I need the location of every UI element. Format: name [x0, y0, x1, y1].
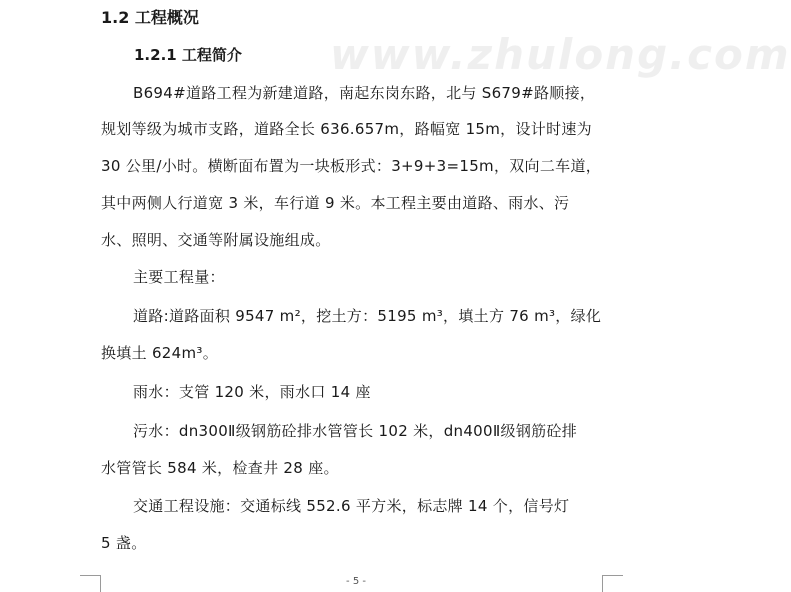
subsection-heading: 1.2.1 工程简介 [134, 46, 242, 64]
body-line: 水、照明、交通等附属设施组成。 [101, 231, 331, 249]
page-corner-mark-right [602, 575, 623, 592]
page-corner-mark-left [80, 575, 101, 592]
body-line: 污水：dn300Ⅱ级钢筋砼排水管管长 102 米，dn400Ⅱ级钢筋砼排 [133, 422, 578, 440]
body-line: 换填土 624m³。 [101, 344, 219, 362]
section-heading: 1.2 工程概况 [101, 8, 199, 27]
page-number: - 5 - [346, 576, 366, 587]
body-line: 道路:道路面积 9547 m²，挖土方：5195 m³，填土方 76 m³，绿化 [133, 307, 602, 325]
body-line: 交通工程设施：交通标线 552.6 平方米，标志牌 14 个，信号灯 [133, 497, 570, 515]
watermark-logo: www.zhulong.com [330, 30, 791, 79]
body-line: B694#道路工程为新建道路，南起东岗东路，北与 S679#路顺接， [133, 84, 596, 102]
body-line: 水管管长 584 米，检查井 28 座。 [101, 459, 339, 477]
body-line: 5 盏。 [101, 534, 147, 552]
body-line: 规划等级为城市支路，道路全长 636.657m，路幅宽 15m，设计时速为 [101, 120, 592, 138]
body-line: 30 公里/小时。横断面布置为一块板形式：3+9+3=15m，双向二车道， [101, 157, 602, 175]
body-line: 其中两侧人行道宽 3 米，车行道 9 米。本工程主要由道路、雨水、污 [101, 194, 570, 212]
body-line: 雨水：支管 120 米，雨水口 14 座 [133, 383, 371, 401]
body-line: 主要工程量： [133, 268, 225, 286]
